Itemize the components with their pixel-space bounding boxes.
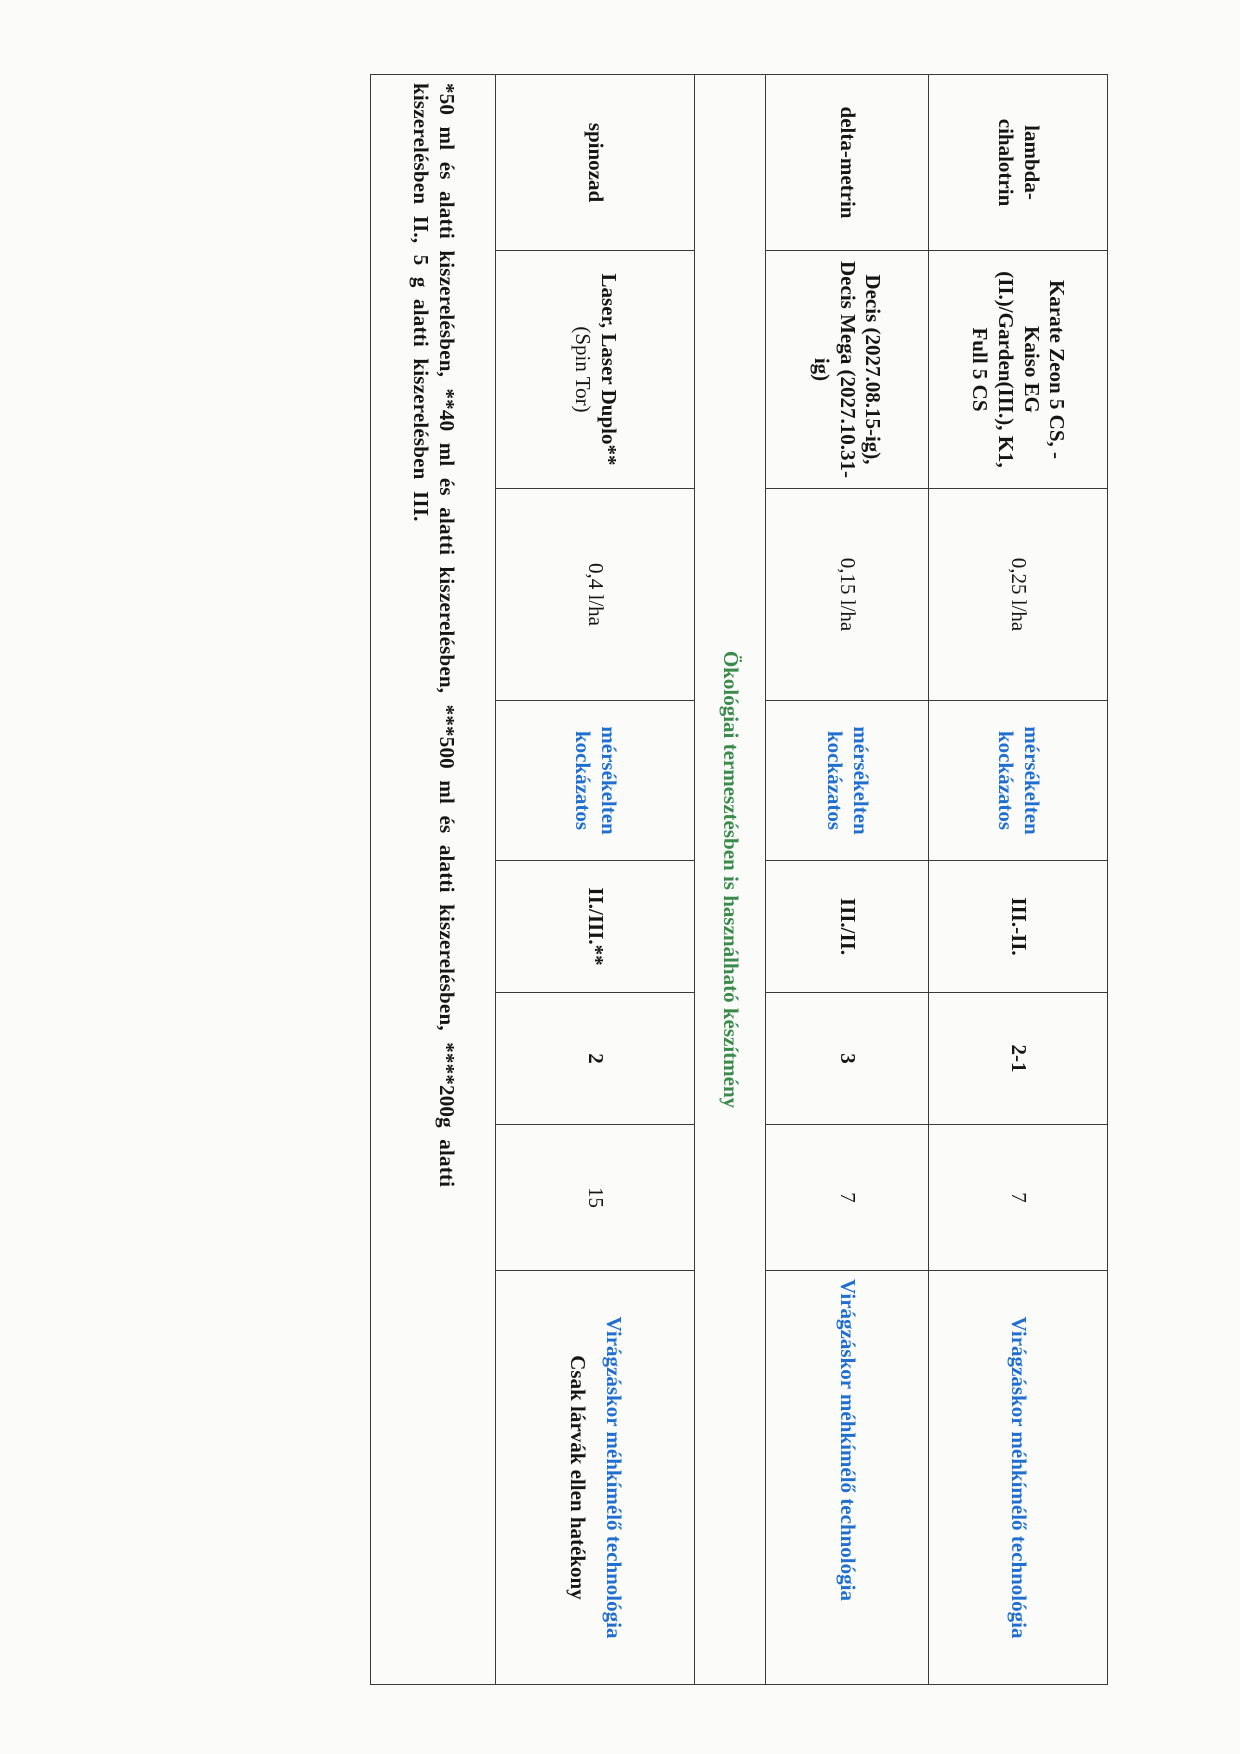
footnote-line-1: *50 ml és alatti kiszerelésben, **40 ml és alatti kiszerelésben, ***500 ml és alatti kiszerelésben, ****200g alatti <box>434 83 459 1188</box>
column-6-cell: 2 <box>496 993 695 1125</box>
class-cell: III.-II. <box>929 861 1108 993</box>
footnote-row <box>371 75 496 1685</box>
dose-cell: 0,25 l/ha <box>929 489 1108 701</box>
note-cell: Virágzáskor méhkímélő technológia <box>766 1271 929 1685</box>
column-6-cell: 2-1 <box>929 993 1108 1125</box>
class-cell: III./II. <box>766 861 929 993</box>
column-7-cell: 15 <box>496 1125 695 1271</box>
active-ingredient-cell: lambda-cihalotrin <box>929 75 1108 251</box>
rotated-table-page <box>409 74 1108 1684</box>
product-name: Laser, Laser Duplo** <box>596 273 621 466</box>
eco-note: Ökológiai termesztésben is használható készítmény <box>695 75 766 1685</box>
note-text: Virágzáskor méhkímélő technológia <box>601 1316 626 1639</box>
eco-note-row <box>695 75 766 1685</box>
footnote-cell <box>371 75 496 1685</box>
note-cell <box>496 1271 695 1685</box>
class-cell: II./III.** <box>496 861 695 993</box>
note-cell: Virágzáskor méhkímélő technológia <box>929 1271 1108 1685</box>
table-row-lambda-cihalotrin <box>929 75 1108 1685</box>
footnote-line-2: kiszerelésben II., 5 g alatti kiszerelésben III. <box>409 83 433 522</box>
product-cell <box>496 251 695 489</box>
product-subname: (Spin Tor) <box>571 326 595 413</box>
dose-cell: 0,4 l/ha <box>496 489 695 701</box>
table-row-spinozad <box>496 75 695 1685</box>
column-7-cell: 7 <box>766 1125 929 1271</box>
dose-cell: 0,15 l/ha <box>766 489 929 701</box>
note-extra: Csak lárvák ellen hatékony <box>566 1355 590 1600</box>
product-cell: Karate Zeon 5 CS, -Kaiso EG (II.)/Garden(III.), K1, Full 5 CS <box>929 251 1108 489</box>
product-cell: Decis (2027.08.15-ig), Decis Mega (2027.10.31-ig) <box>766 251 929 489</box>
bee-risk-cell: mérsékelten kockázatos <box>766 701 929 861</box>
active-ingredient-cell: spinozad <box>496 75 695 251</box>
column-7-cell: 7 <box>929 1125 1108 1271</box>
column-6-cell: 3 <box>766 993 929 1125</box>
bee-risk-cell: mérsékelten kockázatos <box>929 701 1108 861</box>
active-ingredient-cell: delta-metrin <box>766 75 929 251</box>
pesticide-table <box>370 74 1108 1685</box>
bee-risk-cell: mérsékelten kockázatos <box>496 701 695 861</box>
table-row-delta-metrin <box>766 75 929 1685</box>
